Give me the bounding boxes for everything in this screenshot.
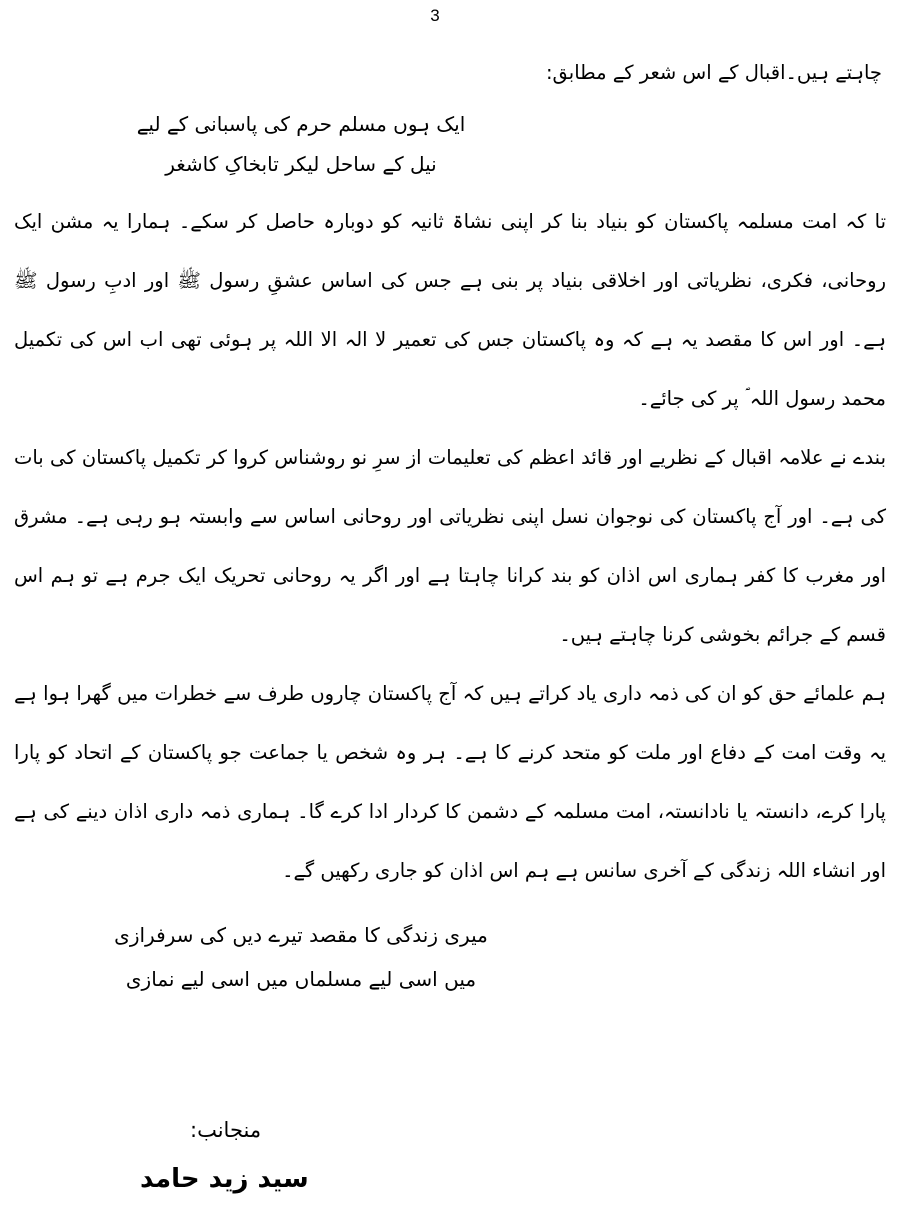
page-number: 3 — [430, 6, 440, 25]
signature-label: منجانب: — [190, 1118, 262, 1142]
verse-line: میری زندگی کا مقصد تیرے دیں کی سرفرازی — [114, 923, 488, 947]
verse-line: نیل کے ساحل لیکر تابخاکِ کاشغر — [165, 152, 437, 176]
document-body — [14, 58, 886, 994]
verse-line: میں اسی لیے مسلماں میں اسی لیے نمازی — [125, 967, 477, 991]
verse-line: ایک ہوں مسلم حرم کی پاسبانی کے لیے — [136, 112, 466, 136]
signature-name: سید زید حامد — [140, 1164, 309, 1194]
paragraph-mission: تا کہ امت مسلمہ پاکستان کو بنیاد بنا کر اپنی نشاۃ ثانیہ کو دوبارہ حاصل کر سکے۔ ہمارا یہ مشن ایک روحانی، فکری، نظریاتی اور اخلاقی بنیاد پر بنی ہے جس کی اساس عشقِ رسول ﷺ اور ادبِ رسول ﷺ ہے۔ اور اس کا مقصد یہ ہے کہ وہ پاکستان جس کی تعمیر لا الہ الا اللہ پر ہوئی تھی اب اس کی تکمیل محمد رسول اللہ ؐ پر کی جائے۔ — [14, 210, 886, 410]
signature-block — [140, 1115, 309, 1199]
verse-block-iqbal — [16, 104, 586, 184]
paragraph-ulema: ہم علمائے حق کو ان کی ذمہ داری یاد کراتے ہیں کہ آج پاکستان چاروں طرف سے خطرات میں گھرا ہوا ہے یہ وقت امت کے دفاع اور ملت کو متحد کرنے کا ہے۔ ہر وہ شخص یا جماعت جو پاکستان کے اتحاد کو پارا پارا کرے، دانستہ یا نادانستہ، امت مسلمہ کے دشمن کا کردار ادا کرے گا۔ ہماری ذمہ داری اذان دینے کی ہے اور انشاء اللہ زندگی کے آخری سانس ہے ہم اس اذان کو جاری رکھیں گے۔ — [14, 682, 886, 882]
intro-line: چاہتے ہیں۔اقبال کے اس شعر کے مطابق: — [545, 61, 882, 84]
verse-block-closing — [16, 906, 586, 994]
paragraph-ideology: بندے نے علامہ اقبال کے نظریے اور قائد اعظم کی تعلیمات از سرِ نو روشناس کروا کر تکمیل پاکستان کی بات کی ہے۔ اور آج پاکستان کی نوجوان نسل اپنی نظریاتی اور روحانی اساس سے وابستہ ہو رہی ہے۔ مشرق اور مغرب کا کفر ہماری اس اذان کو بند کرانا چاہتا ہے اور اگر یہ روحانی تحریک ایک جرم ہے تو ہم اس قسم کے جرائم بخوشی کرنا چاہتے ہیں۔ — [14, 446, 886, 646]
